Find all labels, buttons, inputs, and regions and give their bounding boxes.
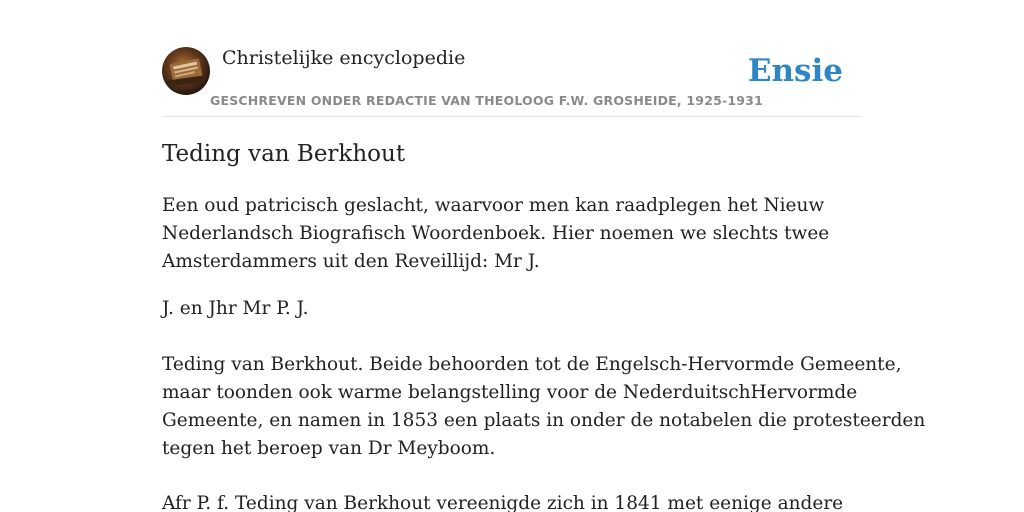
paragraph (162, 192, 829, 276)
paragraph-line: Teding van Berkhout. Beide behoorden tot de Engelsch-Hervormde Gemeente, (162, 354, 902, 375)
article (162, 138, 926, 512)
paragraph (162, 295, 309, 323)
paragraph-line: J. en Jhr Mr P. J. (162, 298, 309, 319)
paragraph (162, 490, 843, 512)
paragraph-line: Nederlandsch Biografisch Woordenboek. Hier noemen we slechts twee (162, 223, 830, 244)
paragraph-line: tegen het beroep van Dr Meyboom. (162, 438, 496, 459)
site-subtitle: GESCHREVEN ONDER REDACTIE VAN THEOLOOG F.W. GROSHEIDE, 1925-1931 (210, 93, 763, 108)
paragraph-line: maar toonden ook warme belangstelling voor de NederduitschHervormde (162, 382, 858, 403)
paragraph-line: Een oud patricisch geslacht, waarvoor men kan raadplegen het Nieuw (162, 195, 825, 216)
article-title: Teding van Berkhout (162, 141, 406, 167)
paragraph-line: Amsterdammers uit den Reveillijd: Mr J. (162, 251, 540, 272)
site-title[interactable]: Christelijke encyclopedie (222, 47, 466, 69)
book-photo-icon[interactable] (162, 47, 210, 95)
paragraph-line: Gemeente, en namen in 1853 een plaats in onder de notabelen die protesteerden (162, 410, 926, 431)
site-header (162, 46, 862, 117)
paragraph-line: Afr P. f. Teding van Berkhout vereenigde zich in 1841 met eenige andere (162, 493, 844, 512)
paragraph (162, 351, 925, 463)
brand-logo[interactable]: Ensie (747, 53, 843, 89)
